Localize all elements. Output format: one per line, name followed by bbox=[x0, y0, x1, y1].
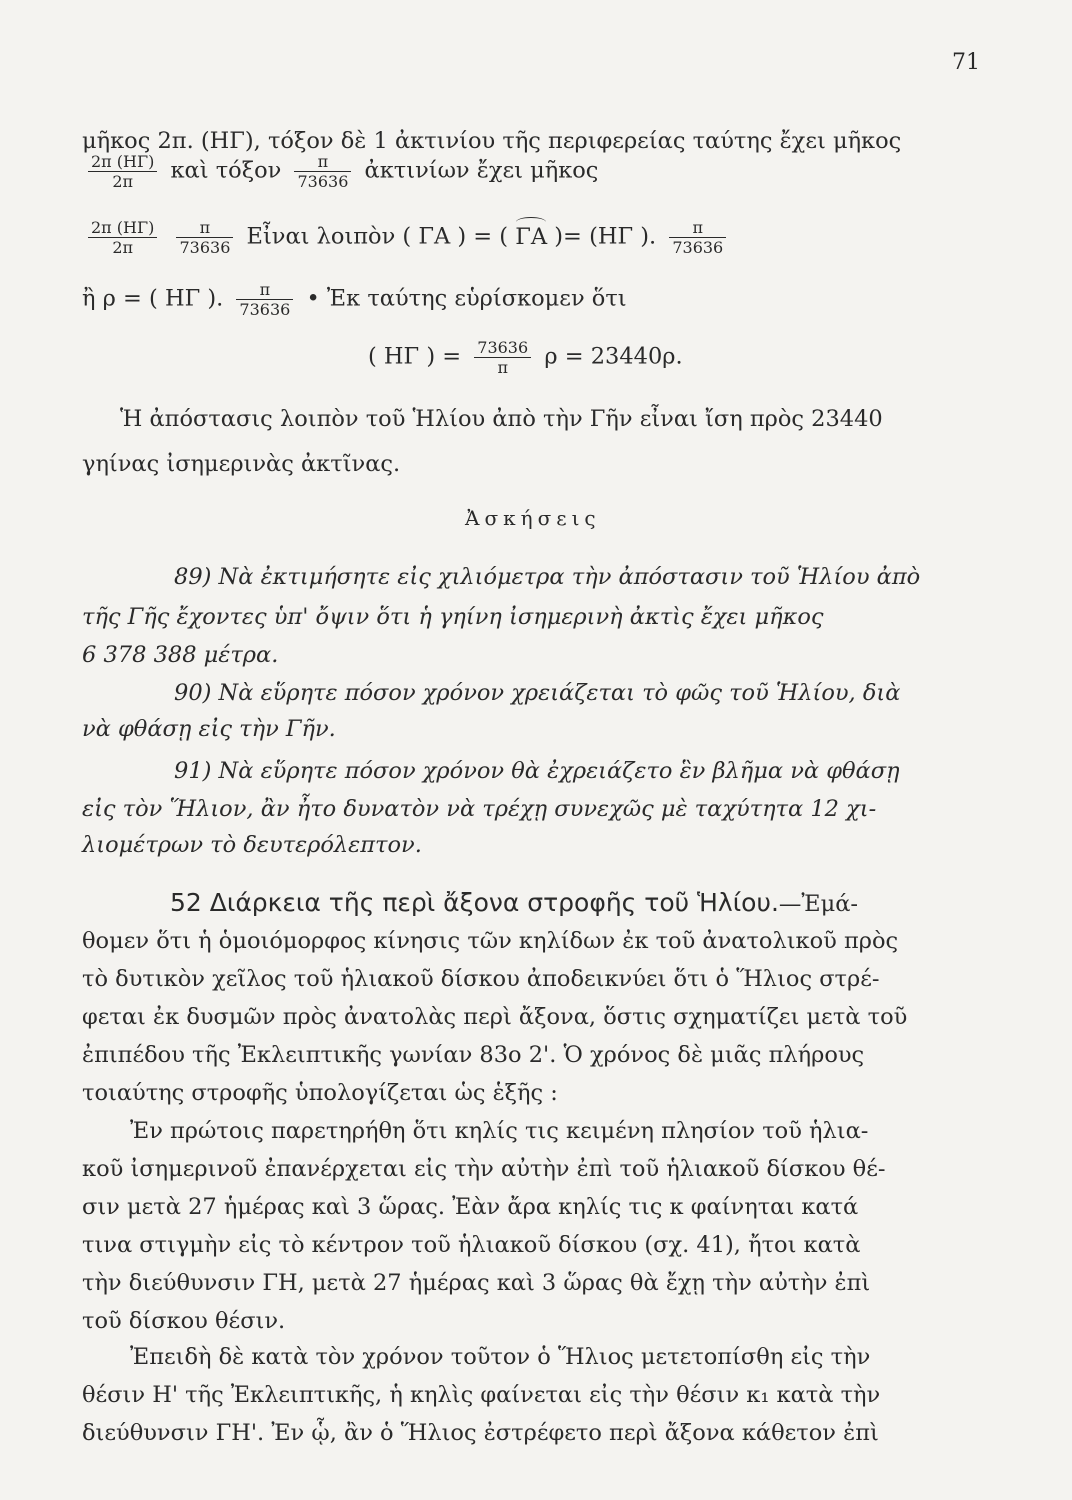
exercise-line: 90) Νὰ εὕρητε πόσον χρόνον χρειάζεται τὸ φῶς τοῦ Ἡλίου, διὰ bbox=[174, 680, 901, 706]
formula-line: ἢ ρ = ( ΗΓ ). $\frac{\pi}{73636}$ • Ἐκ ταύτης εὑρίσκομεν ὅτι bbox=[82, 280, 627, 319]
formula-line: $\frac{2\pi (H\Gamma)}{2\pi}$ $\frac{\pi}{73636}$ Εἶναι λοιπὸν ( ΓΑ ) = ( ΓΑ )= (ΗΓ ). $\frac{\pi}{73636}$ bbox=[82, 218, 732, 257]
exercise-line: τῆς Γῆς ἔχοντες ὑπ' ὄψιν ὅτι ἡ γηίνη ἰσημερινὴ ἀκτὶς ἔχει μῆκος bbox=[82, 604, 824, 630]
text-line: Ἡ ἀπόστασις λοιπὸν τοῦ Ἡλίου ἀπὸ τὴν Γῆν εἶναι ἴση πρὸς 23440 bbox=[120, 406, 883, 432]
fraction: $\frac{\pi}{73636}$ bbox=[669, 218, 726, 257]
fraction: $\frac{2\pi (H\Gamma)}{2\pi}$ bbox=[88, 218, 157, 257]
exercise-line: εἰς τὸν Ἥλιον, ἂν ἦτο δυνατὸν νὰ τρέχῃ συνεχῶς μὲ ταχύτητα 12 χι- bbox=[82, 796, 877, 822]
exercise-line: νὰ φθάσῃ εἰς τὴν Γῆν. bbox=[82, 716, 336, 742]
fraction: $\frac{\pi}{73636}$ bbox=[176, 218, 233, 257]
formula-line: $\frac{2\pi (H\Gamma)}{2\pi}$ καὶ τόξον $\frac{\pi}{73636}$ ἀκτινίων ἔχει μῆκος bbox=[82, 152, 598, 191]
text-line: φεται ἐκ δυσμῶν πρὸς ἀνατολὰς περὶ ἄξονα, ὅστις σχηματίζει μετὰ τοῦ bbox=[82, 1004, 908, 1030]
exercise-line: 6 378 388 μέτρα. bbox=[82, 642, 279, 668]
text-line: σιν μετὰ 27 ἡμέρας καὶ 3 ὥρας. Ἐὰν ἄρα κηλίς τις κ φαίνηται κατά bbox=[82, 1194, 859, 1220]
text-line: κοῦ ἰσημερινοῦ ἐπανέρχεται εἰς τὴν αὐτὴν ἐπὶ τοῦ ἡλιακοῦ δίσκου θέ- bbox=[82, 1156, 886, 1182]
fraction: $\frac{\pi}{73636}$ bbox=[236, 280, 293, 319]
section-heading-exercises: Ἀσκήσεις bbox=[465, 506, 601, 530]
fraction: $\frac{73636}{\pi}$ bbox=[474, 338, 531, 377]
text-line: Ἐν πρώτοις παρετηρήθη ὅτι κηλίς τις κειμένη πλησίον τοῦ ἡλια- bbox=[130, 1118, 869, 1144]
text-line: μῆκος 2π. (ΗΓ), τόξον δὲ 1 ἀκτινίου τῆς περιφερείας ταύτης ἔχει μῆκος bbox=[82, 128, 902, 154]
text-line: τοῦ δίσκου θέσιν. bbox=[82, 1308, 286, 1334]
section-heading-line: 52 Διάρκεια τῆς περὶ ἄξονα στροφῆς τοῦ Ἡλίου.—Ἐμά- bbox=[170, 888, 859, 917]
text-line: διεύθυνσιν ΓΗ'. Ἐν ᾧ, ἂν ὁ Ἥλιος ἐστρέφετο περὶ ἄξονα κάθετον ἐπὶ bbox=[82, 1420, 879, 1446]
formula-line: ( ΗΓ ) = $\frac{73636}{\pi}$ ρ = 23440ρ. bbox=[368, 338, 683, 377]
text-line: θέσιν Η' τῆς Ἐκλειπτικῆς, ἡ κηλὶς φαίνεται εἰς τὴν θέσιν κ₁ κατὰ τὴν bbox=[82, 1382, 881, 1408]
section-heading: 52 Διάρκεια τῆς περὶ ἄξονα στροφῆς τοῦ Ἡλίου. bbox=[170, 888, 779, 917]
text-line: τοιαύτης στροφῆς ὑπολογίζεται ὡς ἑξῆς : bbox=[82, 1080, 558, 1106]
text-line: γηίνας ἰσημερινὰς ἀκτῖνας. bbox=[82, 451, 401, 477]
fraction: $\frac{\pi}{73636}$ bbox=[294, 152, 351, 191]
arc-notation: ΓΑ bbox=[515, 220, 547, 250]
text-line: τὸ δυτικὸν χεῖλος τοῦ ἡλιακοῦ δίσκου ἀποδεικνύει ὅτι ὁ Ἥλιος στρέ- bbox=[82, 966, 880, 992]
text-line: Ἐπειδὴ δὲ κατὰ τὸν χρόνον τοῦτον ὁ Ἥλιος μετετοπίσθη εἰς τὴν bbox=[130, 1344, 871, 1370]
fraction: $\frac{2\pi (H\Gamma)}{2\pi}$ bbox=[88, 152, 157, 191]
text-line: θομεν ὅτι ἡ ὁμοιόμορφος κίνησις τῶν κηλίδων ἐκ τοῦ ἀνατολικοῦ πρὸς bbox=[82, 928, 899, 954]
exercise-line: 91) Νὰ εὕρητε πόσον χρόνον θὰ ἐχρειάζετο ἓν βλῆμα νὰ φθάσῃ bbox=[174, 758, 900, 784]
text-line: τὴν διεύθυνσιν ΓΗ, μετὰ 27 ἡμέρας καὶ 3 ὥρας θὰ ἔχῃ τὴν αὐτὴν ἐπὶ bbox=[82, 1270, 871, 1296]
page-number: 71 bbox=[952, 50, 980, 75]
exercise-line: λιομέτρων τὸ δευτερόλεπτον. bbox=[82, 832, 422, 858]
text-line: ἐπιπέδου τῆς Ἐκλειπτικῆς γωνίαν 83ο 2'. Ὁ χρόνος δὲ μιᾶς πλήρους bbox=[82, 1042, 865, 1068]
text-line: τινα στιγμὴν εἰς τὸ κέντρον τοῦ ἡλιακοῦ δίσκου (σχ. 41), ἤτοι κατὰ bbox=[82, 1232, 861, 1258]
exercise-line: 89) Νὰ ἐκτιμήσητε εἰς χιλιόμετρα τὴν ἀπόστασιν τοῦ Ἡλίου ἀπὸ bbox=[174, 564, 921, 590]
